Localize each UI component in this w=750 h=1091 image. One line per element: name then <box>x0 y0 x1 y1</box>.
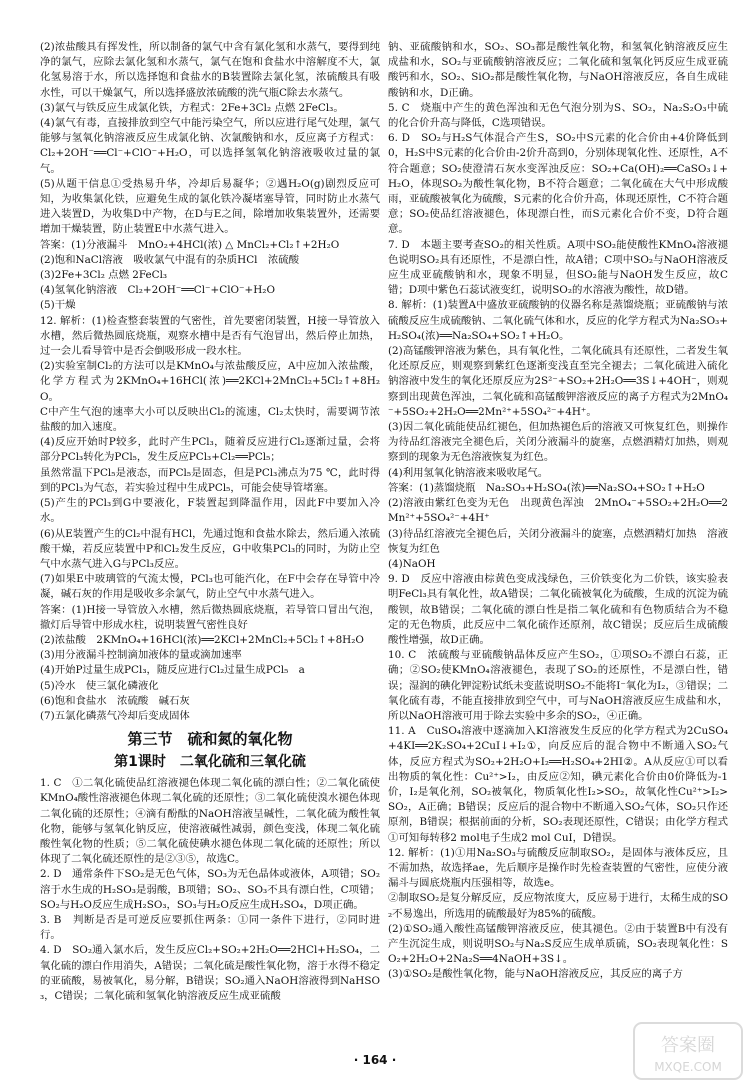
paragraph: (2)浓盐酸 2KMnO₄+16HCl(浓)══2KCl+2MnCl₂+5Cl₂↑+8H₂O <box>40 633 364 646</box>
paragraph: (4)氢氧化钠溶液 Cl₂+2OH⁻══Cl⁻+ClO⁻+H₂O <box>40 284 275 297</box>
paragraph: (6)从E装置产生的Cl₂中混有HCl，先通过饱和食盐水除去，然后通入浓硫酸干燥，若反应装置中P和Cl₂发生反应，G中收集PCl₃的同时，为防止空气中水蒸气进入G与PCl₃反应。 <box>40 527 380 570</box>
paragraph: 答案：(1)蒸馏烧瓶 Na₂SO₃+H₂SO₄(浓)══Na₂SO₄+SO₂↑+H₂O <box>388 481 705 494</box>
paragraph: 答案：(1)H接一导管放入水槽，然后微热圆底烧瓶，若导管口冒出气泡，撤灯后导管中形成水柱，说明装置气密性良好 <box>40 603 380 631</box>
paragraph: C中产生气泡的速率大小可以反映出Cl₂的流速，Cl₂太快时，需要调节浓盐酸的加入速度。 <box>40 405 380 434</box>
svg-text:答案圈: 答案圈 <box>661 1035 715 1056</box>
paragraph: (5)干燥 <box>40 299 76 312</box>
paragraph: (5)产生的PCl₃到G中要液化，F装置起到降温作用，因此F中要加入冷水。 <box>40 497 380 525</box>
paragraph: (3)用分液漏斗控制滴加液体的量或滴加速率 <box>40 649 242 662</box>
paragraph: (4)NaOH <box>388 557 436 570</box>
paragraph: 3. B 判断是否是可逆反应要抓住两条：①同一条件下进行，②同时进行。 <box>40 913 380 942</box>
section-title: 第三节 硫和氮的氧化物 <box>127 730 293 749</box>
paragraph: (2)饱和NaCl溶液 吸收氯气中混有的杂质HCl 浓硫酸 <box>40 253 300 266</box>
paragraph: 10. C 浓硫酸与亚硫酸钠晶体反应产生SO₂，①项SO₂不漂白石蕊，正确；②SO₂使KMnO₄溶液褪色，表现了SO₂的还原性，不是漂白性，错误；湿润的碘化钾淀粉试纸未变蓝说明SO₂不能将I⁻氧化为I₂，③错误；二氧化硫有毒，不能直接排放到空气中，可与NaOH溶液反应生成盐和水，所以NaOH溶液可用于除去实验中多余的SO₂，④正确。 <box>388 649 728 722</box>
left-top-text <box>40 40 380 724</box>
paragraph: (3)2Fe+3Cl₂ 点燃 2FeCl₃ <box>40 269 168 282</box>
paragraph: 2. D 通常条件下SO₂是无色气体，SO₃为无色晶体或液体，A项错；SO₂溶于水生成的H₂SO₃是弱酸，B项错；SO₂、SO₃不具有漂白性，C项错；SO₂与H₂O反应生成H₂SO₃，SO₃与H₂O反应生成H₂SO₄，D项正确。 <box>40 868 380 911</box>
paragraph: (4)反应开始时P较多，此时产生PCl₃，随着反应进行Cl₂逐渐过量，会将部分PCl₃转化为PCl₅，发生反应PCl₃+Cl₂══PCl₅； <box>40 436 380 464</box>
left-bottom-text <box>40 776 380 1004</box>
paragraph: (3)①SO₂是酸性氧化物，能与NaOH溶液反应，其反应的离子方 <box>388 968 683 981</box>
paragraph: (5)冷水 使三氯化磷液化 <box>40 679 159 692</box>
left-column <box>40 40 380 1004</box>
paragraph: (4)氯气有毒，直接排放到空气中能污染空气，所以应进行尾气处理，氯气能够与氢氧化钠溶液反应生成氯化钠、次氯酸钠和水，反应离子方程式：Cl₂+2OH⁻══Cl⁻+ClO⁻+H₂O，可以选择氢氧化钠溶液吸收过量的氯气。 <box>40 117 380 175</box>
paragraph: 1. C ①二氧化硫使品红溶液褪色体现二氧化硫的漂白性；②二氧化硫使KMnO₄酸性溶液褪色体现二氧化硫的还原性；③二氧化硫使溴水褪色体现二氧化硫的还原性；④滴有酚酞的NaOH溶液呈碱性，二氧化硫为酸性氧化物，能够与氢氧化钠反应，使溶液碱性减弱，颜色变浅，体现二氧化硫酸性氧化物的性质；⑤二氧化硫使碘水褪色体现二氧化硫的还原性；所以体现了二氧化硫还原性的是②③⑤，故选C。 <box>40 777 380 866</box>
paragraph: (3)氯气与铁反应生成氯化铁，方程式：2Fe+3Cl₂ 点燃 2FeCl₃。 <box>40 101 344 114</box>
paragraph: (2)浓盐酸具有挥发性，所以制备的氯气中含有氯化氢和水蒸气，要得到纯净的氯气，应除去氯化氢和水蒸气，氯气在饱和食盐水中溶解度不大，氯化氢易溶于水，所以选择饱和食盐水的B装置除去氯化氢，浓硫酸具有吸水性，可以干燥氯气，所以选择盛放浓硫酸的洗气瓶C除去水蒸气。 <box>40 41 380 99</box>
paragraph: (2)溶液由紫红色变为无色 出现黄色浑浊 2MnO₄⁻+5SO₂+2H₂O══2Mn²⁺+5SO₄²⁻+4H⁺ <box>388 497 728 525</box>
right-column <box>388 40 728 983</box>
paragraph: 钠、亚硫酸钠和水，SO₂、SO₃都是酸性氧化物，和氢氧化钠溶液反应生成盐和水，SO₂与亚硫酸钠溶液反应；二氧化硫和氢氧化钙反应生成亚硫酸钙和水，SO₂、SiO₂都是酸性氧化物，与NaOH溶液反应，各自生成硅酸钠和水，D正确。 <box>388 41 728 99</box>
paragraph: (6)饱和食盐水 浓硫酸 碱石灰 <box>40 694 190 707</box>
paragraph: (3)待品红溶液完全褪色后，关闭分液漏斗的旋塞，点燃酒精灯加热 溶液恢复为红色 <box>388 527 728 555</box>
paragraph: 4. D SO₂通入氯水后，发生反应Cl₂+SO₂+2H₂O══2HCl+H₂SO₄，二氧化硫的漂白作用消失，A错误；二氧化硫是酸性氧化物，溶于水得不稳定的亚硫酸，易被氧化，易分解，B错误；SO₂通入NaOH溶液得到NaHSO₃，C错误；二氧化硫和氢氧化钠溶液反应生成亚硫酸 <box>40 944 381 1002</box>
paragraph: (7)五氯化磷蒸气冷却后变成固体 <box>40 709 190 722</box>
paragraph: (4)开始P过量生成PCl₃，随反应进行Cl₂过量生成PCl₅ a <box>40 664 305 677</box>
paragraph: 虽然常温下PCl₅是液态，而PCl₅是固态，但是PCl₃沸点为75 ℃，此时得到的PCl₃为气态，若实验过程中生成PCl₅，可能会使导管堵塞。 <box>40 466 380 494</box>
paragraph: (4)利用氢氧化钠溶液来吸收尾气。 <box>388 466 549 479</box>
paragraph: (2)高锰酸钾溶液为紫色，具有氧化性，二氧化硫具有还原性，二者发生氧化还原反应，则观察到紫红色逐渐变浅直至完全褪去；二氧化硫进入硫化钠溶液中发生的氧化还原反应为2S²⁻+SO₂+2H₂O══3S↓+4OH⁻，则观察到出现黄色浑浊，二氧化硫和高锰酸钾溶液反应的离子方程式为2MnO₄⁻+5SO₂+2H₂O══2Mn²⁺+5SO₄²⁻+4H⁺。 <box>388 345 728 418</box>
paragraph: 11. A CuSO₄溶液中逐滴加入KI溶液发生反应的化学方程式为2CuSO₄+4KI══2K₂SO₄+2CuI↓+I₂①，向反应后的混合物中不断通入SO₂气体，反应方程式为SO₂+2H₂O+I₂══H₂SO₄+2HI②。A从反应①可以看出物质的氧化性：Cu²⁺>I₂，由反应②知，碘元素化合价由0价降低为-1价，I₂是氧化剂，SO₂被氧化，物质氧化性I₂>SO₂，故氧化性Cu²⁺>I₂>SO₂，A正确；B错误；反应后的混合物中不断通入SO₂气体，SO₂只作还原剂，B错误；根据前面的分析，SO₂表现还原性，C错误；由化学方程式①可知每转移2 mol电子生成2 mol CuI，D错误。 <box>388 725 728 844</box>
paragraph: (2)实验室制Cl₂的方法可以是KMnO₄与浓盐酸反应，A中应加入浓盐酸，化学方程式为2KMnO₄+16HCl(浓)══2KCl+2MnCl₂+5Cl₂↑+8H₂O。 <box>40 360 380 403</box>
paragraph: (3)因二氧化硫能使品红褪色，但加热褪色后的溶液又可恢复红色，则操作为待品红溶液完全褪色后，关闭分液漏斗的旋塞，点燃酒精灯加热，则观察到的现象为无色溶液恢复为红色。 <box>388 421 728 464</box>
paragraph: 12. 解析：(1)①用Na₂SO₃与硫酸反应制取SO₂，是固体与液体反应，且不需加热，故选择ae，先后顺序是操作时先检查装置的气密性，应使分液漏斗与圆底烧瓶内压强相等，故选e。 <box>388 846 728 890</box>
paragraph: 7. D 本题主要考查SO₂的相关性质。A项中SO₂能使酸性KMnO₄溶液褪色说明SO₂具有还原性，不是漂白性，故A错；C项中SO₂与NaOH溶液反应生成亚硫酸钠和水，现象不明显，但SO₂能与NaOH发生反应，故C错；D项中紫色石蕊试液变红，说明SO₂的水溶液为酸性，故D错。 <box>388 238 728 297</box>
page-number: · 164 · <box>353 1053 397 1067</box>
paragraph: (5)从题干信息①受热易升华，冷却后易凝华；②遇H₂O(g)剧烈反应可知，为收集氯化铁，应避免生成的氯化铁冷凝堵塞导管，同时防止水蒸气进入装置D，为收集D中产物，在D与E之间，除增加收集装置外，还需要增加干燥装置，防止装置E中水蒸气进入。 <box>40 177 380 236</box>
paragraph: ②制取SO₂是复分解反应，反应物浓度大，反应易于进行，太稀生成的SO₂不易逸出，所选用的硫酸最好为85%的硫酸。 <box>388 892 728 920</box>
paragraph: (7)如果E中玻璃管的气流太慢，PCl₃也可能汽化，在F中会存在导管中冷凝，碱石灰的作用是吸收多余氯气，防止空气中水蒸气进入。 <box>40 573 380 601</box>
paragraph: (2)①SO₂通入酸性高锰酸钾溶液反应，使其褪色。②由于装置B中有没有产生沉淀生成，则说明SO₂与Na₂S反应生成单质硫，SO₂表现氧化性：SO₂+2H₂O+2Na₂S══4NaOH+3S↓。 <box>388 922 728 966</box>
watermark-logo <box>632 1021 744 1081</box>
paragraph: 5. C 烧瓶中产生的黄色浑浊和无色气泡分别为S、SO₂，Na₂S₂O₃中硫的化合价升高与降低，C选项错误。 <box>388 101 728 130</box>
paragraph: 6. D SO₂与H₂S气体混合产生S，SO₂中S元素的化合价由+4价降低到0，H₂S中S元素的化合价由-2价升高到0，分别体现氧化性、还原性，A不符合题意；SO₂使澄清石灰水变浑浊反应：SO₂+Ca(OH)₂══CaSO₃↓+H₂O，体现SO₂为酸性氧化物，B不符合题意；二氧化硫在大气中形成酸雨，亚硫酸被氧化为硫酸，S元素的化合价升高，体现还原性，C不符合题意；SO₂使品红溶液褪色，体现漂白性，而S元素化合价不变，D符合题意。 <box>388 132 728 236</box>
paragraph: 8. 解析：(1)装置A中盛放亚硫酸钠的仪器名称是蒸馏烧瓶；亚硫酸钠与浓硫酸反应生成硫酸钠、二氧化硫气体和水，反应的化学方程式为Na₂SO₃+H₂SO₄(浓)══Na₂SO₄+SO₂↑+H₂O。 <box>388 299 728 342</box>
svg-text:MXQE.COM: MXQE.COM <box>654 1060 722 1074</box>
paragraph: 12. 解析：(1)检查整套装置的气密性，首先要密闭装置，H接一导管放入水槽，然后微热圆底烧瓶，观察水槽中是否有气泡冒出，然后停止加热，过一会儿看导管中是否会倒吸形成一段水柱。 <box>40 314 380 358</box>
lesson-title: 第1课时 二氧化硫和三氧化硫 <box>114 754 306 771</box>
paragraph: 9. D 反应中溶液由棕黄色变成浅绿色，三价铁变化为二价铁，该实验表明FeCl₃具有氧化性，故A错误；二氧化硫被氧化为硫酸，生成的沉淀为硫酸钡，故B错误；二氧化硫的漂白性是指二氧化硫和有色物质结合为不稳定的无色物质，此反应中二氧化硫作还原剂，故C错误；反应后生成硫酸酸性增强，故D正确。 <box>388 573 728 646</box>
paragraph: 答案：(1)分液漏斗 MnO₂+4HCl(浓) △ MnCl₂+Cl₂↑+2H₂O <box>40 238 340 251</box>
